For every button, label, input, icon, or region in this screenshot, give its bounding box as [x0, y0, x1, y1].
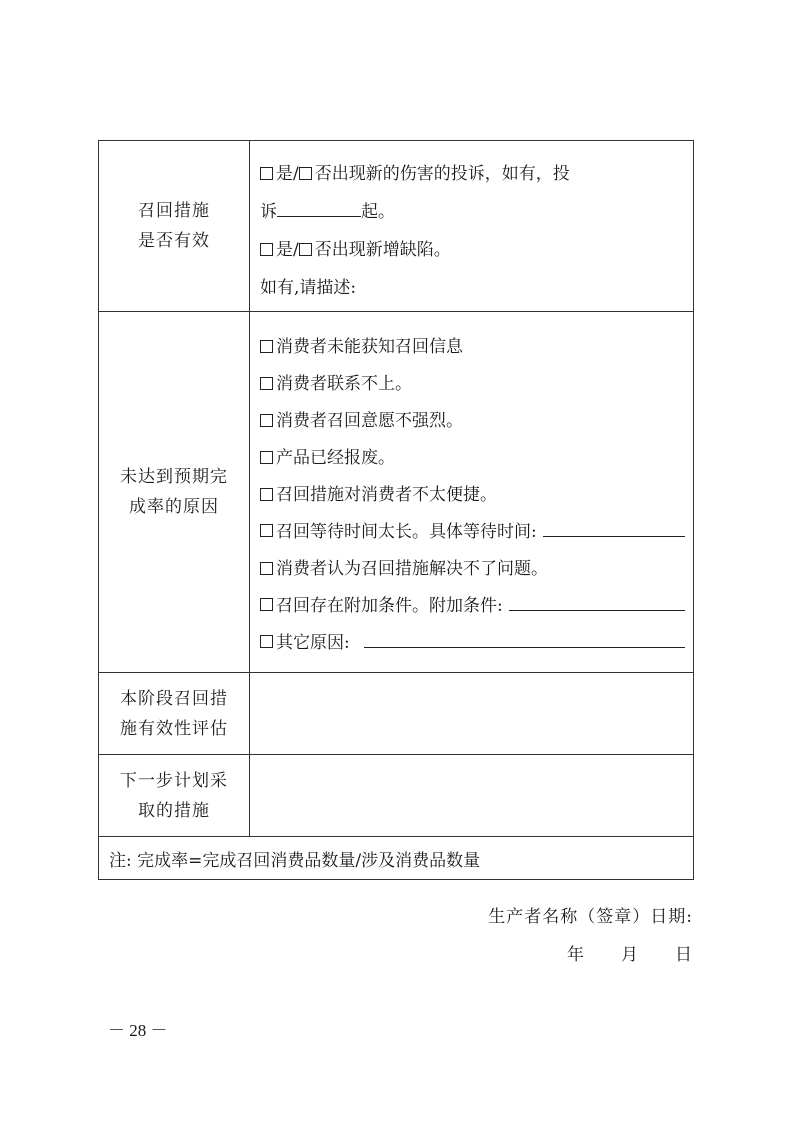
checkbox[interactable]	[260, 598, 273, 611]
condition-blank[interactable]	[509, 592, 685, 611]
assessment-input[interactable]	[250, 673, 694, 755]
complaint-count-line: 诉 起。	[260, 193, 685, 231]
date-line: 年 月 日	[567, 945, 693, 965]
checkbox[interactable]	[260, 414, 273, 427]
defect-line: 是/ 否出现新增缺陷。	[260, 231, 685, 269]
note-text: 注: 完成率=完成召回消费品数量/涉及消费品数量	[99, 837, 694, 880]
label-next-steps: 下一步计划采 取的措施	[99, 755, 250, 837]
recall-assessment-table	[98, 140, 694, 880]
row-reasons	[99, 312, 694, 673]
producer-signature-line: 生产者名称（签章）日期:	[488, 907, 693, 927]
describe-line: 如有,请描述:	[260, 278, 357, 298]
row-next-steps	[99, 755, 694, 837]
checkbox[interactable]	[260, 562, 273, 575]
reason-item: 其它原因:	[260, 625, 685, 662]
reason-item: 消费者联系不上。	[260, 366, 685, 403]
reason-item: 消费者未能获知召回信息	[260, 329, 685, 366]
row-effective	[99, 141, 694, 312]
label-reasons: 未达到预期完 成率的原因	[99, 312, 250, 673]
reason-item: 产品已经报废。	[260, 440, 685, 477]
complaint-count-blank[interactable]	[277, 198, 361, 217]
other-reason-blank[interactable]	[364, 629, 685, 648]
page-number: － 28 －	[108, 1021, 168, 1040]
reason-item: 召回等待时间太长。具体等待时间:	[260, 514, 685, 551]
label-assessment: 本阶段召回措 施有效性评估	[99, 673, 250, 755]
row-note	[99, 837, 694, 880]
checkbox[interactable]	[299, 167, 312, 180]
checkbox[interactable]	[260, 377, 273, 390]
checkbox[interactable]	[260, 524, 273, 537]
reason-item: 召回措施对消费者不太便捷。	[260, 477, 685, 514]
content-reasons	[250, 312, 694, 673]
reason-item: 消费者召回意愿不强烈。	[260, 403, 685, 440]
reason-item: 消费者认为召回措施解决不了问题。	[260, 551, 685, 588]
checkbox[interactable]	[260, 488, 273, 501]
checkbox[interactable]	[260, 451, 273, 464]
checkbox[interactable]	[260, 340, 273, 353]
complaint-line: 是/ 否出现新的伤害的投诉，如有，投	[260, 155, 685, 193]
checkbox[interactable]	[260, 167, 273, 180]
next-steps-input[interactable]	[250, 755, 694, 837]
label-effective: 召回措施 是否有效	[99, 141, 250, 312]
row-assessment	[99, 673, 694, 755]
checkbox[interactable]	[260, 243, 273, 256]
checkbox[interactable]	[260, 635, 273, 648]
checkbox[interactable]	[299, 243, 312, 256]
wait-time-blank[interactable]	[543, 518, 685, 537]
content-effective	[250, 141, 694, 312]
reason-item: 召回存在附加条件。附加条件:	[260, 588, 685, 625]
